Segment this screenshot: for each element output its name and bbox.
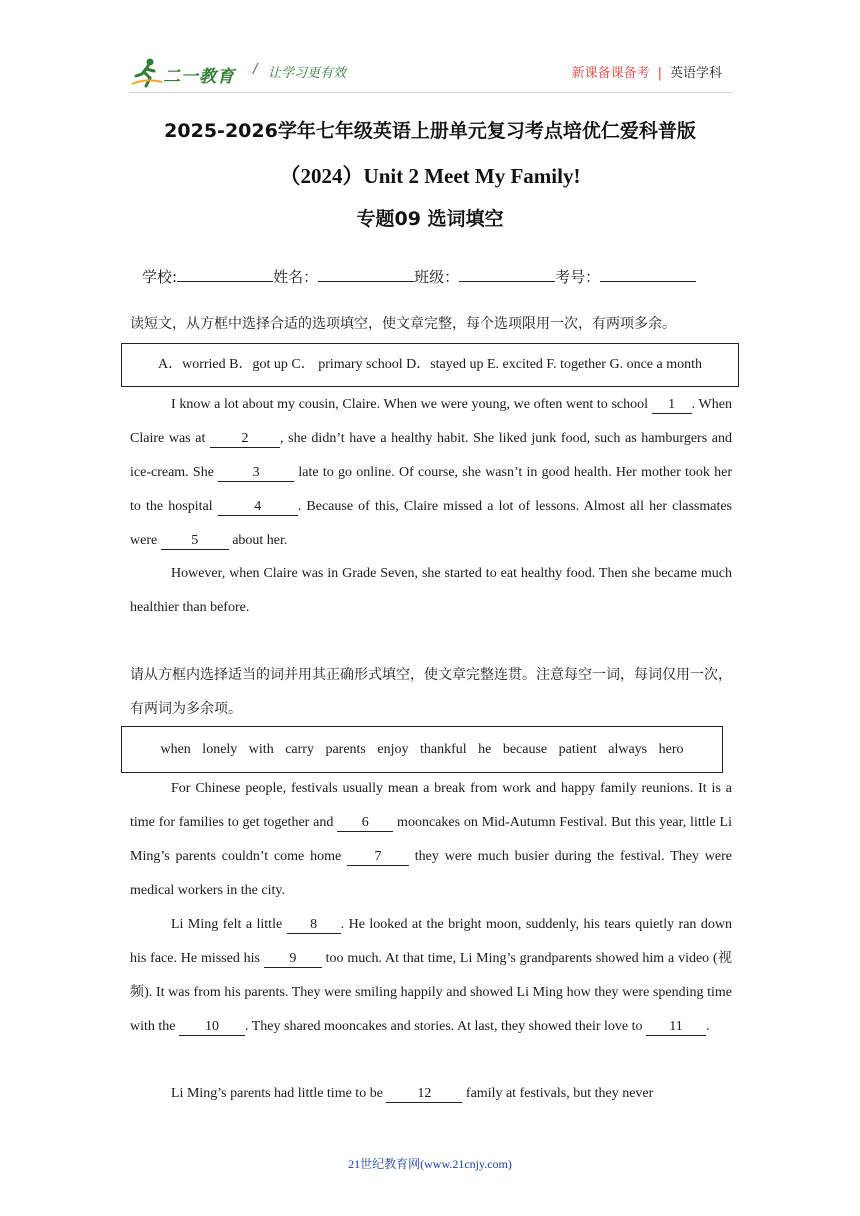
exam-no-label: 考号： <box>555 268 601 286</box>
slogan: 让学习更有效 <box>268 66 347 81</box>
blank-6: 6 <box>337 815 393 832</box>
passage-text: too much. At that time, Li Ming’s grandparents showed him a video (视频). It was from his parents. They were smiling happily and showed Li Ming how they were spending time with the <box>130 951 732 1034</box>
header-tagline: 新课备课备考 <box>571 66 650 81</box>
header-subject-label: 英语学科 <box>669 66 722 81</box>
passage-text: Li Ming’s parents had little time to be <box>171 1086 387 1101</box>
section2-paragraph-1 <box>130 772 732 908</box>
exam-no-blank <box>600 267 696 282</box>
blank-10: 10 <box>179 1019 245 1036</box>
passage-text: they were much busier during the festival. They were medical workers in the city. <box>130 849 732 898</box>
passage-text: mooncakes on Mid-Autumn Festival. But this year, little Li Ming’s parents couldn’t come home <box>130 815 732 864</box>
section2-word-box: when lonely with carry parents enjoy thankful he because patient always hero <box>121 726 723 773</box>
school-label: 学校: <box>142 268 178 286</box>
header-subject <box>572 62 722 81</box>
slogan-separator: / <box>253 62 258 77</box>
passage-text: . He looked at the bright moon, suddenly, his tears quietly ran down his face. He missed his <box>130 917 733 966</box>
passage-text: . <box>706 1019 710 1034</box>
header-rule <box>130 92 732 93</box>
section1-paragraph-2: However, when Claire was in Grade Seven, she started to eat healthy food. Then she became much healthier than before. <box>130 566 732 615</box>
name-label: 姓名： <box>273 268 319 286</box>
passage-text: , she didn’t have a healthy habit. She liked junk food, such as hamburgers and ice-cream. She <box>130 431 732 480</box>
doc-subtitle: （2024）Unit 2 Meet My Family! <box>279 164 581 188</box>
class-blank <box>459 267 555 282</box>
blank-8: 8 <box>287 917 341 934</box>
doc-topic: 专题09 选词填空 <box>356 208 504 230</box>
name-blank <box>318 267 414 282</box>
section2-paragraph-3 <box>130 1077 732 1111</box>
passage-text: . They shared mooncakes and stories. At last, they showed their love to <box>245 1019 646 1034</box>
page-footer: 21世纪教育网(www.21cnjy.com) <box>348 1157 512 1171</box>
passage-text: . Because of this, Claire missed a lot of lessons. Almost all her classmates were <box>130 499 732 548</box>
passage-text: late to go online. Of course, she wasn’t in good health. Her mother took her to the hospital <box>130 465 732 514</box>
passage-text: family at festivals, but they never <box>462 1086 654 1101</box>
brand-logo <box>130 56 240 90</box>
logo-text: 二一教育 <box>163 67 235 87</box>
section1-option-box: A．worried B．got up C． primary school D．stayed up E. excited F. together G. once a month <box>121 343 739 387</box>
student-info-line <box>142 266 696 287</box>
section2-paragraph-2 <box>130 908 732 1044</box>
class-label: 班级： <box>414 268 460 286</box>
blank-5: 5 <box>161 533 229 550</box>
section1-paragraph-1 <box>130 388 732 558</box>
school-blank <box>177 267 273 282</box>
blank-3: 3 <box>218 465 294 482</box>
page-header <box>0 54 860 94</box>
blank-11: 11 <box>646 1019 706 1036</box>
blank-4: 4 <box>218 499 298 516</box>
blank-2: 2 <box>210 431 280 448</box>
runner-logo-icon <box>130 56 164 90</box>
blank-7: 7 <box>347 849 409 866</box>
blank-9: 9 <box>264 951 322 968</box>
passage-text: I know a lot about my cousin, Claire. When we were young, we often went to school <box>171 397 652 412</box>
passage-text: . When Claire was at <box>130 397 732 446</box>
section2-instruction: 请从方框内选择适当的词并用其正确形式填空，使文章完整连贯。注意每空一词，每词仅用一次，有两词为多余项。 <box>130 667 732 717</box>
passage-text: For Chinese people, festivals usually mean a break from work and happy family reunions. It is a time for families to get together and <box>130 781 732 830</box>
passage-text: about her. <box>228 533 288 548</box>
blank-12: 12 <box>386 1086 462 1103</box>
doc-title: 2025-2026学年七年级英语上册单元复习考点培优仁爱科普版 <box>164 120 696 142</box>
blank-1: 1 <box>652 397 692 414</box>
passage-text: Li Ming felt a little <box>171 917 287 932</box>
header-divider: | <box>657 66 662 81</box>
section1-instruction: 读短文，从方框中选择合适的选项填空，使文章完整，每个选项限用一次，有两项多余。 <box>130 316 676 332</box>
